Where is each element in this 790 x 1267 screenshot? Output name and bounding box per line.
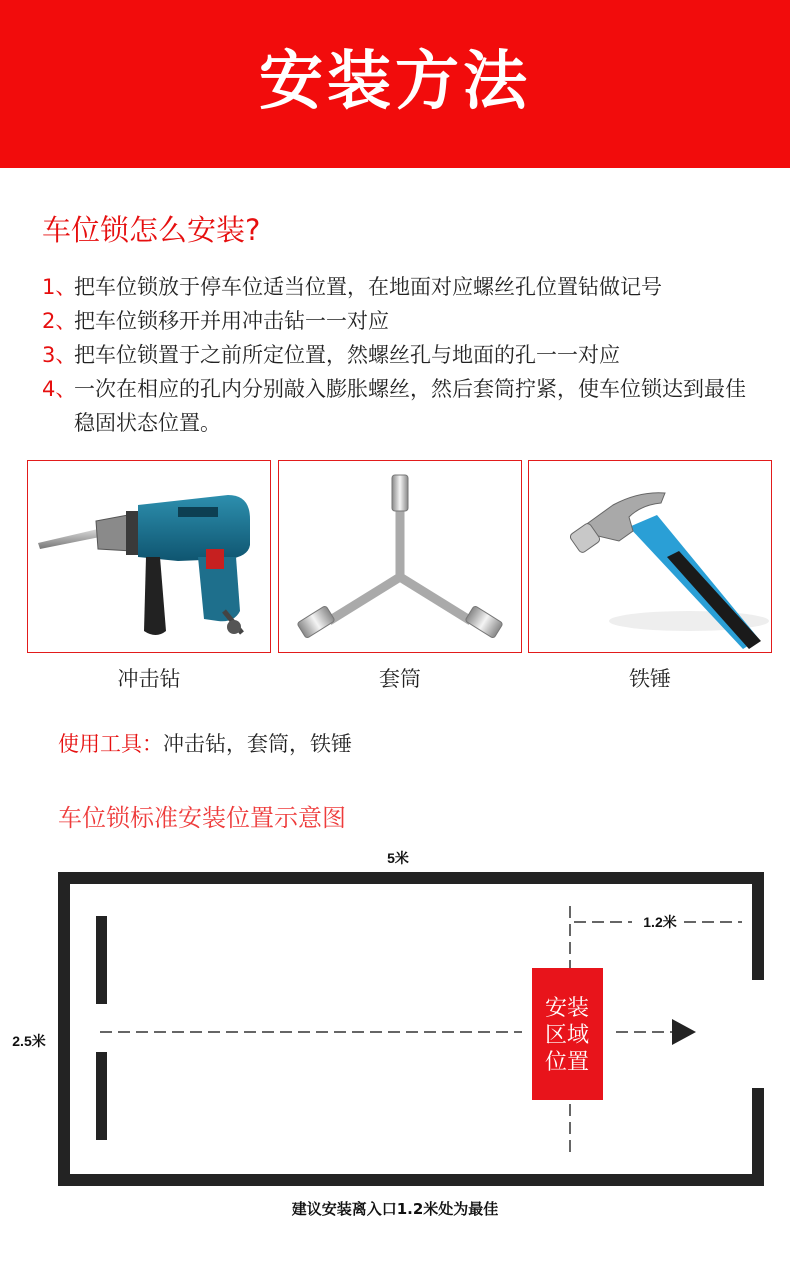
- lane-bar-top: [96, 916, 107, 1004]
- offset-label: 1.2米: [643, 914, 677, 930]
- y-socket-wrench-icon: [279, 461, 521, 652]
- lane-bar-bottom: [96, 1052, 107, 1140]
- tools-used-line: [58, 728, 352, 760]
- step-number: 4、: [42, 377, 77, 401]
- step-item: [42, 304, 762, 338]
- header-banner: [0, 0, 790, 168]
- banner-title: 安装方法: [259, 45, 531, 119]
- step-text: 把车位锁置于之前所定位置，然螺丝孔与地面的孔一一对应: [74, 343, 620, 367]
- tool-image-drill: [27, 460, 271, 653]
- tool-caption: 冲击钻: [117, 667, 181, 691]
- step-number: 2、: [42, 309, 77, 333]
- height-label: 2.5米: [12, 1033, 46, 1049]
- tool-image-hammer: [528, 460, 772, 653]
- tool-caption: 套筒: [379, 667, 421, 691]
- tool-caption: 铁锤: [629, 667, 671, 691]
- impact-drill-icon: [28, 461, 270, 652]
- arrow-right-icon: [672, 1019, 696, 1045]
- zone-label-line: 位置: [544, 1050, 590, 1075]
- step-item: [42, 270, 762, 304]
- diagram-caption: 建议安装离入口1.2米处为最佳: [291, 1200, 499, 1218]
- tools-used-value: 冲击钻，套筒，铁锤: [163, 732, 352, 756]
- diagram-title: 车位锁标准安装位置示意图: [58, 804, 346, 832]
- step-text: 把车位锁放于停车位适当位置，在地面对应螺丝孔位置钻做记号: [74, 275, 662, 299]
- section-title: 车位锁怎么安装?: [42, 213, 261, 247]
- parking-diagram: [0, 840, 790, 1200]
- step-number: 1、: [42, 275, 77, 299]
- tool-image-socket: [278, 460, 522, 653]
- step-text: 一次在相应的孔内分别敲入膨胀螺丝，然后套筒拧紧，使车位锁达到最佳稳固状态位置。: [74, 377, 746, 435]
- step-list: [42, 270, 762, 440]
- width-label: 5米: [387, 850, 409, 866]
- step-number: 3、: [42, 343, 77, 367]
- claw-hammer-icon: [529, 461, 771, 652]
- zone-label-line: 区域: [544, 1023, 590, 1048]
- tools-used-label: 使用工具：: [58, 732, 163, 756]
- step-item: [42, 338, 762, 372]
- zone-label-line: 安装: [544, 996, 590, 1021]
- step-text: 把车位锁移开并用冲击钻一一对应: [74, 309, 389, 333]
- step-item: [42, 372, 762, 440]
